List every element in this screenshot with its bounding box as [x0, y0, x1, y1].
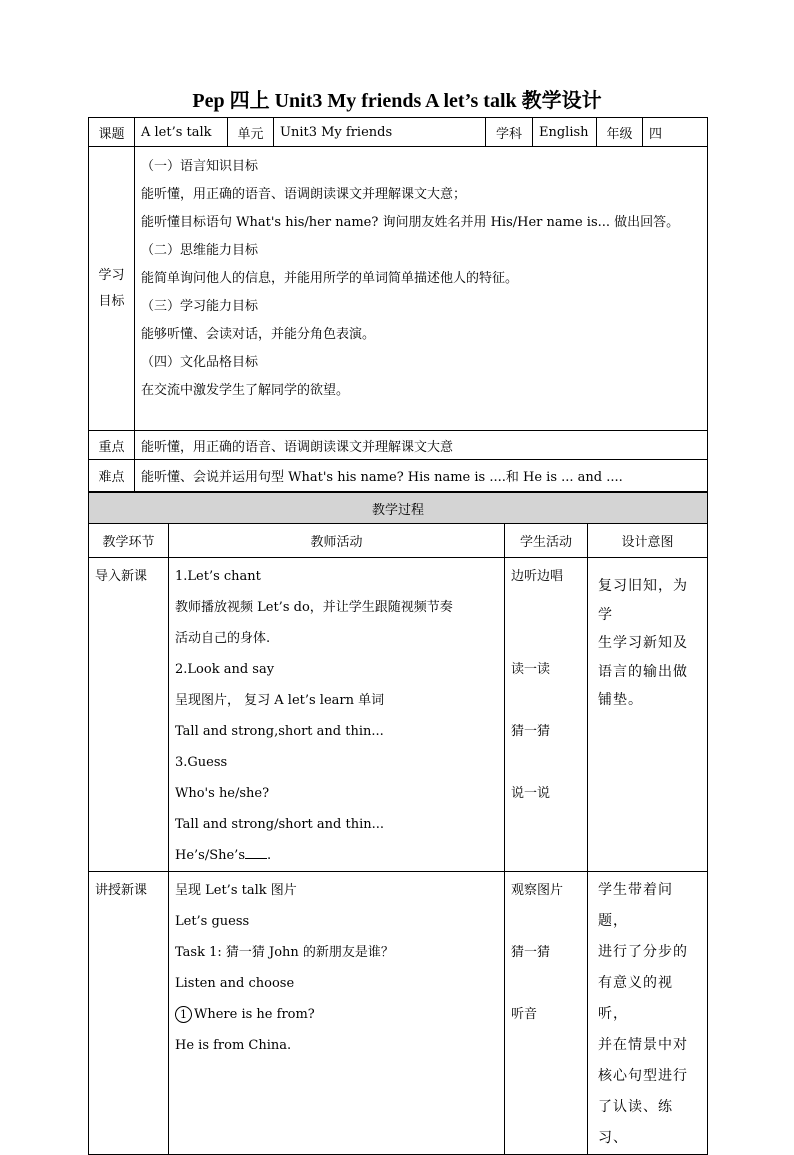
objectives-label: [89, 147, 135, 431]
new-student: [505, 872, 588, 1155]
difficulty-text: 能听懂、会说并运用句型 What's his name? His name is ....和 He is ... and ....: [135, 460, 708, 492]
teacher-line-fill-blank: He’s/She’s .: [175, 848, 272, 863]
new-step-label: 讲授新课: [95, 883, 148, 898]
design-line: 学生带着问题，: [598, 882, 673, 929]
teacher-line: 2.Look and say: [175, 662, 275, 677]
objectives-label-text: 学习目标: [98, 267, 125, 309]
intro-step: [89, 558, 169, 872]
subject-label: 学科: [486, 118, 533, 147]
topic-value: A let’s talk: [135, 118, 228, 147]
process-band: 教学过程: [89, 493, 708, 524]
teacher-line: Task 1: 猜一猜 John 的新朋友是谁？: [175, 945, 394, 960]
teacher-line: 呈现 Let’s talk 图片: [175, 883, 297, 898]
student-line: 边听边唱: [511, 569, 564, 584]
objective-line: 能简单询问他人的信息，并能用所学的单词简单描述他人的特征。: [141, 271, 519, 286]
col-teacher: 教师活动: [169, 524, 505, 558]
teacher-line: He is from China.: [175, 1038, 292, 1053]
key-point-label: 重点: [89, 431, 135, 460]
objectives-content: [135, 147, 708, 431]
teacher-line: Tall and strong/short and thin...: [175, 817, 384, 832]
new-teacher: [169, 872, 505, 1155]
teacher-line: 活动自己的身体.: [175, 631, 271, 646]
teacher-line-numbered: [175, 999, 498, 1030]
student-line: [511, 623, 581, 654]
col-design: 设计意图: [588, 524, 708, 558]
objective-line: 能够听懂、会读对话，并能分角色表演。: [141, 327, 376, 342]
col-step: 教学环节: [89, 524, 169, 558]
circled-number: 1: [175, 1006, 192, 1023]
fill-in-blank: [245, 848, 267, 859]
student-line: [511, 747, 581, 778]
grade-label: 年级: [597, 118, 643, 147]
student-line: [511, 906, 581, 937]
design-line: 核心句型进行: [598, 1068, 688, 1084]
student-line: [511, 685, 581, 716]
design-line: 生学习新知及: [598, 635, 688, 651]
new-step: [89, 872, 169, 1155]
student-line: 猜一猜: [511, 724, 551, 739]
design-line: 并在情景中对: [598, 1037, 688, 1053]
student-line: 猜一猜: [511, 945, 551, 960]
teacher-line: Tall and strong,short and thin...: [175, 724, 384, 739]
key-point-text: 能听懂，用正确的语音、语调朗读课文并理解课文大意: [135, 431, 708, 460]
student-line: 读一读: [511, 662, 551, 677]
design-line: 语言的输出做: [598, 663, 688, 680]
grade-value: 四: [643, 118, 708, 147]
objective-line: 在交流中激发学生了解同学的欲望。: [141, 383, 350, 398]
student-line: 说一说: [511, 786, 551, 801]
new-design: [588, 872, 708, 1155]
teacher-line: 呈现图片， 复习 A let’s learn 单词: [175, 693, 385, 708]
objective-line: 能听懂目标语句 What's his/her name? 询问朋友姓名并用 His/Her name is... 做出回答。: [141, 215, 680, 230]
unit-value: Unit3 My friends: [274, 118, 486, 147]
teacher-line: Who's he/she?: [175, 786, 270, 801]
student-line: [511, 968, 581, 999]
design-line: 有意义的视听，: [598, 975, 673, 1022]
intro-student: [505, 558, 588, 872]
design-line: 复习旧知，为学: [598, 578, 688, 623]
info-table: [88, 117, 707, 492]
student-line: 观察图片: [511, 883, 564, 898]
intro-design: [588, 558, 708, 872]
teacher-line-text: Where is he from?: [194, 1007, 315, 1022]
student-line: 听音: [511, 1007, 538, 1022]
teacher-line-text: He’s/She’s: [175, 848, 245, 863]
objective-line: （一）语言知识目标: [141, 159, 259, 174]
teacher-line: 1.Let’s chant: [175, 569, 261, 584]
teacher-line: 教师播放视频 Let’s do，并让学生跟随视频节奏: [175, 600, 453, 615]
topic-label: 课题: [89, 118, 135, 147]
intro-step-label: 导入新课: [95, 569, 148, 584]
unit-label: 单元: [228, 118, 274, 147]
objective-line: （二）思维能力目标: [141, 243, 259, 258]
col-student: 学生活动: [505, 524, 588, 558]
teacher-line: Listen and choose: [175, 976, 295, 991]
design-line: 铺垫。: [598, 692, 643, 708]
design-line: 了认读、练习、: [598, 1099, 673, 1146]
subject-value: English: [533, 118, 597, 147]
objective-line: 能听懂，用正确的语音、语调朗读课文并理解课文大意；: [141, 187, 467, 202]
process-table: [88, 492, 707, 1155]
intro-teacher: [169, 558, 505, 872]
objective-line: （三）学习能力目标: [141, 299, 259, 314]
teacher-line: Let’s guess: [175, 914, 250, 929]
design-line: 进行了分步的: [598, 944, 688, 960]
difficulty-label: 难点: [89, 460, 135, 492]
student-line: [511, 592, 581, 623]
document-title: Pep 四上 Unit3 My friends A let’s talk 教学设计: [192, 90, 602, 112]
teacher-line: 3.Guess: [175, 755, 228, 770]
objective-line: （四）文化品格目标: [141, 355, 259, 370]
